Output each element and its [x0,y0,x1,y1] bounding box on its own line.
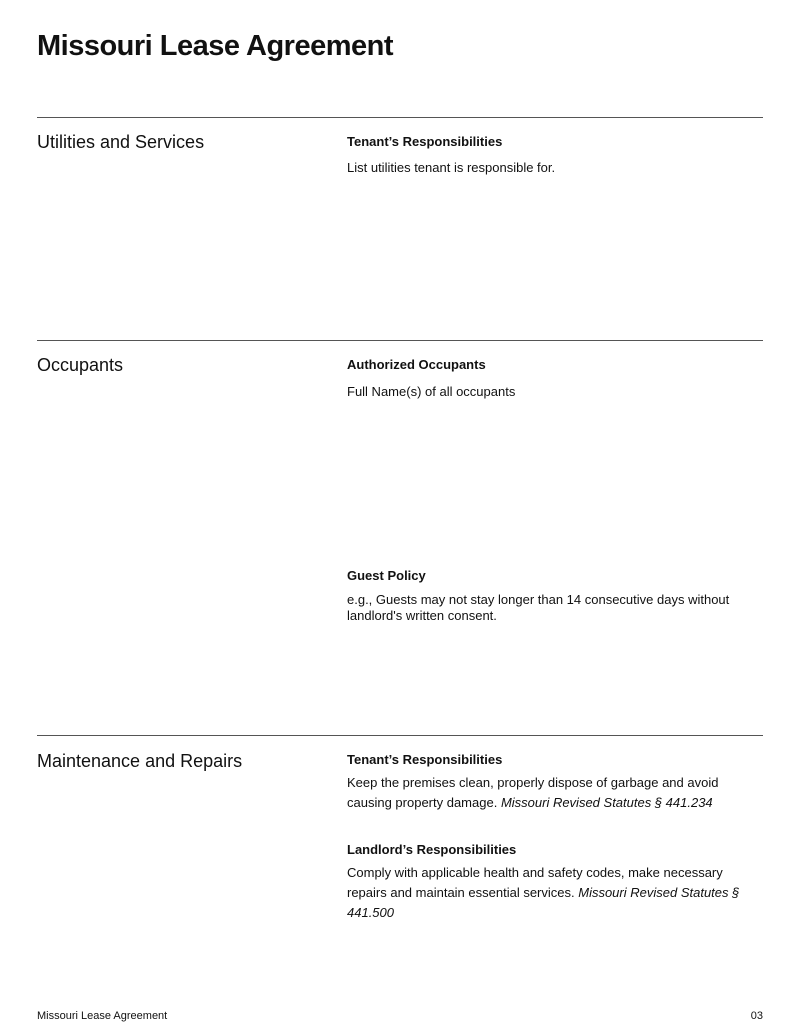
footer-doc-name: Missouri Lease Agreement [37,1010,168,1022]
tenant-maintenance-citation: Missouri Revised Statutes § 441.234 [500,795,713,810]
landlord-maintenance-citation: Missouri Revised Statutes § 441.500 [347,885,740,920]
guest-policy-label: Guest Policy [347,568,426,583]
divider [37,117,763,118]
section-title-maintenance: Maintenance and Repairs [37,751,243,771]
tenant-utilities-label: Tenant’s Responsibilities [347,134,503,149]
footer-page-number: 03 [750,1010,763,1022]
page-title: Missouri Lease Agreement [37,30,393,62]
guest-policy-field[interactable] [345,590,759,714]
landlord-maintenance-text [347,863,757,923]
divider [37,735,763,736]
authorized-occupants-label: Authorized Occupants [347,357,486,372]
section-title-utilities: Utilities and Services [37,132,205,152]
section-title-occupants: Occupants [37,355,124,375]
landlord-maintenance-label: Landlord’s Responsibilities [347,842,517,857]
tenant-maintenance-body: Keep the premises clean, properly dispose of garbage and avoid causing property damage. [347,775,719,810]
landlord-maintenance-body: Comply with applicable health and safety codes, make necessary repairs and maintain essential services. [347,865,723,900]
tenant-utilities-field[interactable] [345,158,759,312]
divider [37,340,763,341]
tenant-maintenance-label: Tenant’s Responsibilities [347,752,503,767]
authorized-occupants-field[interactable] [345,382,759,546]
tenant-maintenance-text [347,773,757,813]
